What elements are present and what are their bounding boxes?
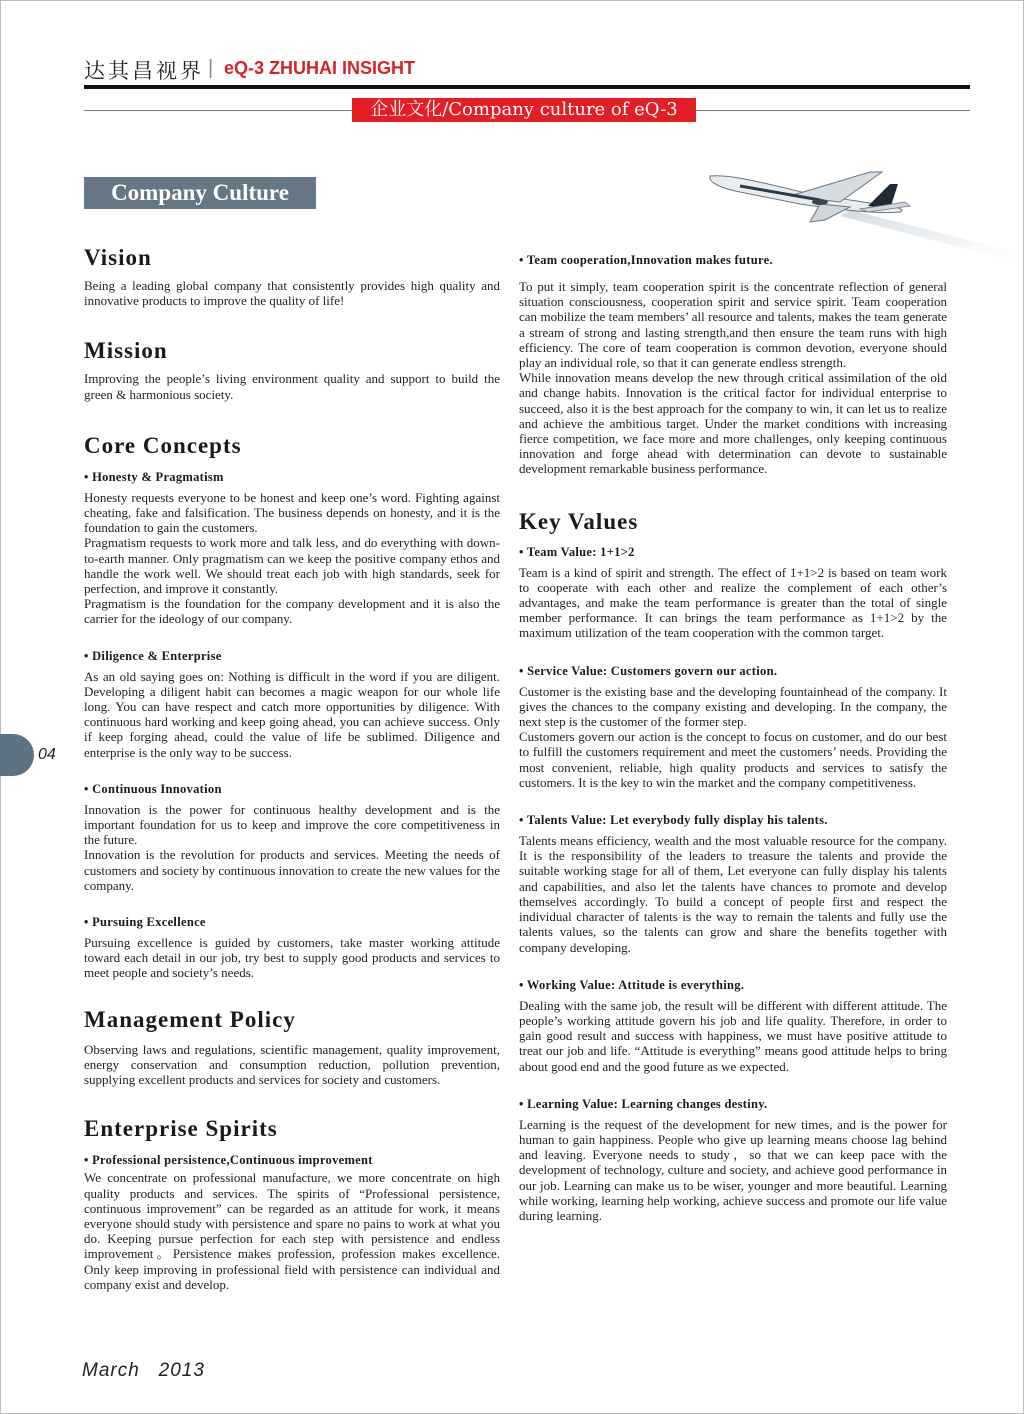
mission-heading: Mission: [84, 338, 168, 364]
service-value-subheading: • Service Value: Customers govern our action.: [519, 663, 778, 678]
team-value-text: Team is a kind of spirit and strength. The effect of 1+1>2 is based on team work to cooperate with each other and realize the complement of each other’s advantages, and make the team performance is greater than the total of single member performance. It can brings the team performance as 1+1>2 by the maximum utilization of the team cooperation with the common target.: [519, 564, 947, 641]
service-value-text-2: Customers govern our action is the concept to focus on customer, and do our best to fulfill the customers requirement and meet the customers’ needs. Providing the most convenient, reliable, high quality products and services to satisfy the customers. It is the key to win the market and the company competitiveness.: [519, 729, 947, 790]
team-value-subheading: • Team Value: 1+1>2: [519, 544, 635, 559]
innovation-text-1: Innovation is the power for continuous healthy development and is the important foundation for us to keep and improve the core competitiveness in the future.: [84, 801, 500, 848]
team-cooperation-subheading: • Team cooperation,Innovation makes future.: [519, 253, 773, 267]
diligence-text: As an old saying goes on: Nothing is difficult in the word if you are diligent. Developing a diligent habit can becomes a magic weapon for our whole life long. You can have respect and catch more opportunities by diligence. With continuous hard working and keep going ahead, you can achieve success. Only if keep forging ahead, could the value of life be sublimed. Diligence and enterprise is the only way to be success.: [84, 668, 500, 760]
vision-text: Being a leading global company that consistently provides high quality and innovative products to improve the quality of life!: [84, 278, 500, 309]
honesty-text-2: Pragmatism requests to work more and talk less, and do everything with down-to-earth manner. Only pragmatism can we keep the positive company ethos and handle the work well. We should treat each job with high standards, seek for perfection, and improve it constantly.: [84, 535, 500, 597]
honesty-text-3: Pragmatism is the foundation for the company development and it is also the carrier for the ideology of our company.: [84, 596, 500, 627]
mission-text: Improving the people’s living environment quality and support to build the green & harmonious society.: [84, 371, 500, 402]
spirits-subheading: • Professional persistence,Continuous improvement: [84, 1153, 373, 1168]
header-rule-thick: [84, 85, 970, 89]
enterprise-spirits-heading: Enterprise Spirits: [84, 1116, 278, 1142]
learning-value-subheading: • Learning Value: Learning changes destiny.: [519, 1096, 768, 1111]
section-tab: 企业文化/Company culture of eQ-3: [352, 98, 696, 122]
innovation-text-2: Innovation is the revolution for products and services. Meeting the needs of customers and society by continuous innovation to create the new values for the company.: [84, 847, 500, 893]
excellence-text: Pursuing excellence is guided by customers, take master working attitude toward each detail in our job, try best to supply good products and services to meet people and society’s needs.: [84, 935, 500, 981]
team-cooperation-text-1: To put it simply, team cooperation spirit is the concentrate reflection of general situation consciousness, cooperation spirit and service spirit. Team cooperation can mobilize the team members’ all resource and talents, makes the team generate a stream of strong and lasting strength,and then ensure the team runs with high efficiency. The core of team cooperation is common devotion, everyone should play an individual role, so that it can generate endless strength.: [519, 279, 947, 371]
masthead-separator: |: [208, 57, 214, 79]
innovation-subheading: • Continuous Innovation: [84, 781, 222, 796]
company-culture-banner: Company Culture: [84, 177, 316, 209]
honesty-text-1: Honesty requests everyone to be honest and keep one’s word. Fighting against cheating, fake and falsification. The business depends on honesty, and it is the foundation to gain the customers.: [84, 489, 500, 536]
team-cooperation-text-2: While innovation means develop the new through critical assimilation of the old and change habits. Innovation is the critical factor for individual enterprise to succeed, also it is the best approach for the company to win, it can let us to realize and achieve the ambitious target. Under the market conditions with increasing fierce competition, we face more and more challenges, only keeping continuous innovation and forge ahead with determination can devote to sustainable development remarkable business performance.: [519, 370, 947, 477]
service-value-text-1: Customer is the existing base and the developing fountainhead of the company. It gives the chances to the company existing and developing. In the company, the next step is the customer of the former step.: [519, 683, 947, 730]
airplane-illustration: [700, 162, 1024, 264]
core-concepts-heading: Core Concepts: [84, 432, 242, 458]
left-column: [84, 245, 500, 1292]
right-column: [519, 253, 947, 1223]
masthead-english-title: eQ-3 ZHUHAI INSIGHT: [224, 58, 416, 78]
learning-value-text: Learning is the request of the development for new times, and is the power for human to gain happiness. People who give up learning means choose lag behind and leaving. Everyone needs to study，so that we can keep pace with the development of technology, culture and society, and achieve good performance in our job. Learning can make us to be wiser, younger and more beautiful. Learning while working, learning help working, achieve success and promote our life value during learning.: [519, 1116, 947, 1223]
management-policy-text: Observing laws and regulations, scientific management, quality improvement, energy conservation and consumption reduction, pollution prevention, supplying excellent products and services for society and customers.: [84, 1041, 500, 1088]
diligence-subheading: • Diligence & Enterprise: [84, 648, 222, 663]
key-values-heading: Key Values: [519, 508, 639, 534]
masthead-chinese-title: 达其昌视界: [84, 59, 204, 83]
vision-heading: Vision: [84, 245, 152, 270]
honesty-subheading: • Honesty & Pragmatism: [84, 469, 224, 484]
page-number: 04: [38, 746, 56, 763]
talents-value-subheading: • Talents Value: Let everybody fully display his talents.: [519, 813, 828, 828]
management-policy-heading: Management Policy: [84, 1006, 296, 1032]
issue-date: March 2013: [82, 1360, 205, 1381]
working-value-text: Dealing with the same job, the result will be different with different attitude. The people’s working attitude govern his job and life quality. Therefore, in order to gain good result and success with happiness, we must have positive attitude to treat our job and life. “Attitude is everything” means good attitude helps to bring about good end and the good future as we expected.: [519, 997, 947, 1074]
excellence-subheading: • Pursuing Excellence: [84, 915, 206, 930]
working-value-subheading: • Working Value: Attitude is everything.: [519, 977, 745, 992]
talents-value-text: Talents means efficiency, wealth and the most valuable resource for the company. It is the responsibility of the leaders to treasure the talents and provide the suitable working stage for all of them, Let everyone can fully display his talents and capabilities, and also let the talents have chances to promote and develop themselves accordingly. To build a concept of people first and respect the individual character of talents is the way to remain the talents and fully use the talents values, so the talents can grow and share the benefits together with company developing.: [519, 833, 947, 955]
spirits-text: We concentrate on professional manufacture, we more concentrate on high quality products and services. The spirits of “Professional persistence, continuous improvement” can be regarded as an attitude for work, it means everyone should study with persistence and spare no pains to work at what you do. Keeping pursue perfection for each step with persistence and endless improvement。Persistence makes profession, profession makes excellence. Only keep improving in professional field with persistence can individual and company exist and develop.: [84, 1170, 500, 1292]
